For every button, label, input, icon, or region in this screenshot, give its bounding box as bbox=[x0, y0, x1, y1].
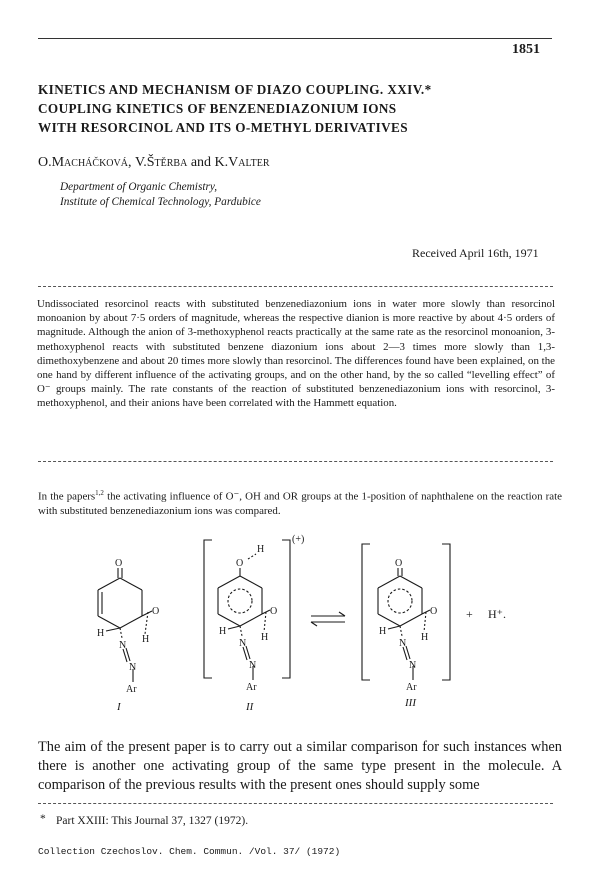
atom-o-ii-1: O bbox=[236, 558, 244, 569]
affiliation bbox=[60, 180, 261, 210]
reaction-scheme bbox=[0, 530, 600, 720]
atom-h-ii-1: H bbox=[219, 626, 227, 637]
page-number: 1851 bbox=[512, 42, 540, 57]
atom-n-i-2: N bbox=[129, 662, 137, 673]
aim-paragraph: The aim of the present paper is to carry out a similar comparison for such instances when there is another one activating group of the same type present in the molecule. A comparison of the previous results with the present ones should supply some bbox=[38, 739, 562, 793]
label-ii: II bbox=[246, 701, 254, 713]
header-rule bbox=[38, 38, 552, 39]
footnote-rule bbox=[38, 803, 553, 804]
citation-ref: 1,2 bbox=[95, 489, 104, 497]
atom-n-ii-2: N bbox=[249, 660, 257, 671]
title-line-3: WITH RESORCINOL AND ITS O-METHYL DERIVATIVES bbox=[38, 120, 408, 135]
author-sep-1: , bbox=[127, 155, 135, 170]
atom-h-i-1: H bbox=[97, 628, 105, 639]
atom-ar-ii: Ar bbox=[246, 682, 257, 693]
atom-ar-iii: Ar bbox=[406, 682, 417, 693]
atom-h-ii-0: H bbox=[257, 544, 265, 555]
atom-o-ii-2: O bbox=[270, 606, 278, 617]
author-sep-2: and bbox=[187, 155, 215, 170]
footnote bbox=[40, 813, 249, 827]
footnote-text: Part XXIII: This Journal 37, 1327 (1972). bbox=[56, 815, 249, 827]
atom-o-iii-1: O bbox=[395, 558, 403, 569]
abstract: Undissociated resorcinol reacts with substituted benzenediazonium ions in water more slowly than resorcinol monoanion by about 7·5 orders of magnitude, whereas the respective dianion is more reactive by about 4·5 orders of magnitude. Although the anion of 3-methoxyphenol reacts practically at the same rate as the resorcinol monoanion, 3-methoxyphenol reacts with substituted benzene diazonium ions about 2—3 times more slowly than 1,3-dimethoxybenzene and about 20 times more slowly than resorcinol. The differences found have been explained, on the one hand by different influence of the activating groups, and on the other hand, by the so called “levelling effect” of O⁻ groups mainly. The rate constants of the reaction of substituted benzenediazonium ions with resorcinol, 3-methoxyphenol, and their anions have been correlated with the Hammett equation. bbox=[37, 298, 555, 410]
received-date: Received April 16th, 1971 bbox=[412, 246, 539, 260]
label-i: I bbox=[117, 701, 121, 713]
atom-ar-i: Ar bbox=[126, 684, 137, 695]
affiliation-line-1: Department of Organic Chemistry, bbox=[60, 181, 218, 193]
intro-text-a: In the papers bbox=[38, 490, 96, 503]
title-line-2: COUPLING KINETICS OF BENZENEDIAZONIUM IONS bbox=[38, 101, 397, 116]
author-3: K.Valter bbox=[214, 155, 270, 170]
atom-o-i-1: O bbox=[115, 558, 123, 569]
authors bbox=[38, 155, 270, 171]
atom-n-ii-1: N bbox=[239, 638, 247, 649]
abstract-top-rule bbox=[38, 286, 553, 287]
plus-sign: + bbox=[466, 607, 473, 621]
abstract-bottom-rule bbox=[38, 461, 553, 462]
proton-label: H⁺. bbox=[488, 607, 506, 621]
author-2: V.Štěrba bbox=[134, 155, 188, 170]
atom-o-i-2: O bbox=[152, 606, 160, 617]
atom-h-iii-1: H bbox=[379, 626, 387, 637]
label-iii: III bbox=[405, 697, 416, 709]
footnote-mark: * bbox=[40, 813, 46, 825]
structure-i bbox=[98, 568, 152, 682]
charge-label: (+) bbox=[292, 534, 305, 545]
structure-iii bbox=[378, 568, 430, 680]
atom-h-ii-2: H bbox=[261, 632, 269, 643]
title-line-1: KINETICS AND MECHANISM OF DIAZO COUPLING. XXIV.* bbox=[38, 82, 432, 97]
atom-n-iii-2: N bbox=[409, 660, 417, 671]
atom-n-i-1: N bbox=[119, 640, 127, 651]
atom-h-i-2: H bbox=[142, 634, 150, 645]
author-1: O.Macháčková bbox=[38, 155, 128, 170]
intro-paragraph bbox=[38, 486, 562, 518]
journal-footer: Collection Czechoslov. Chem. Commun. /Vol. 37/ (1972) bbox=[38, 846, 341, 857]
atom-h-iii-2: H bbox=[421, 632, 429, 643]
atom-n-iii-1: N bbox=[399, 638, 407, 649]
structure-ii bbox=[218, 554, 270, 680]
affiliation-line-2: Institute of Chemical Technology, Pardubice bbox=[60, 196, 261, 208]
atom-o-iii-2: O bbox=[430, 606, 438, 617]
article-title bbox=[38, 80, 578, 137]
intro-text-b: the activating influence of O⁻, OH and OR groups at the 1-position of naphthalene on the reaction rate with substituted benzenediazonium ions was compared. bbox=[38, 490, 563, 517]
